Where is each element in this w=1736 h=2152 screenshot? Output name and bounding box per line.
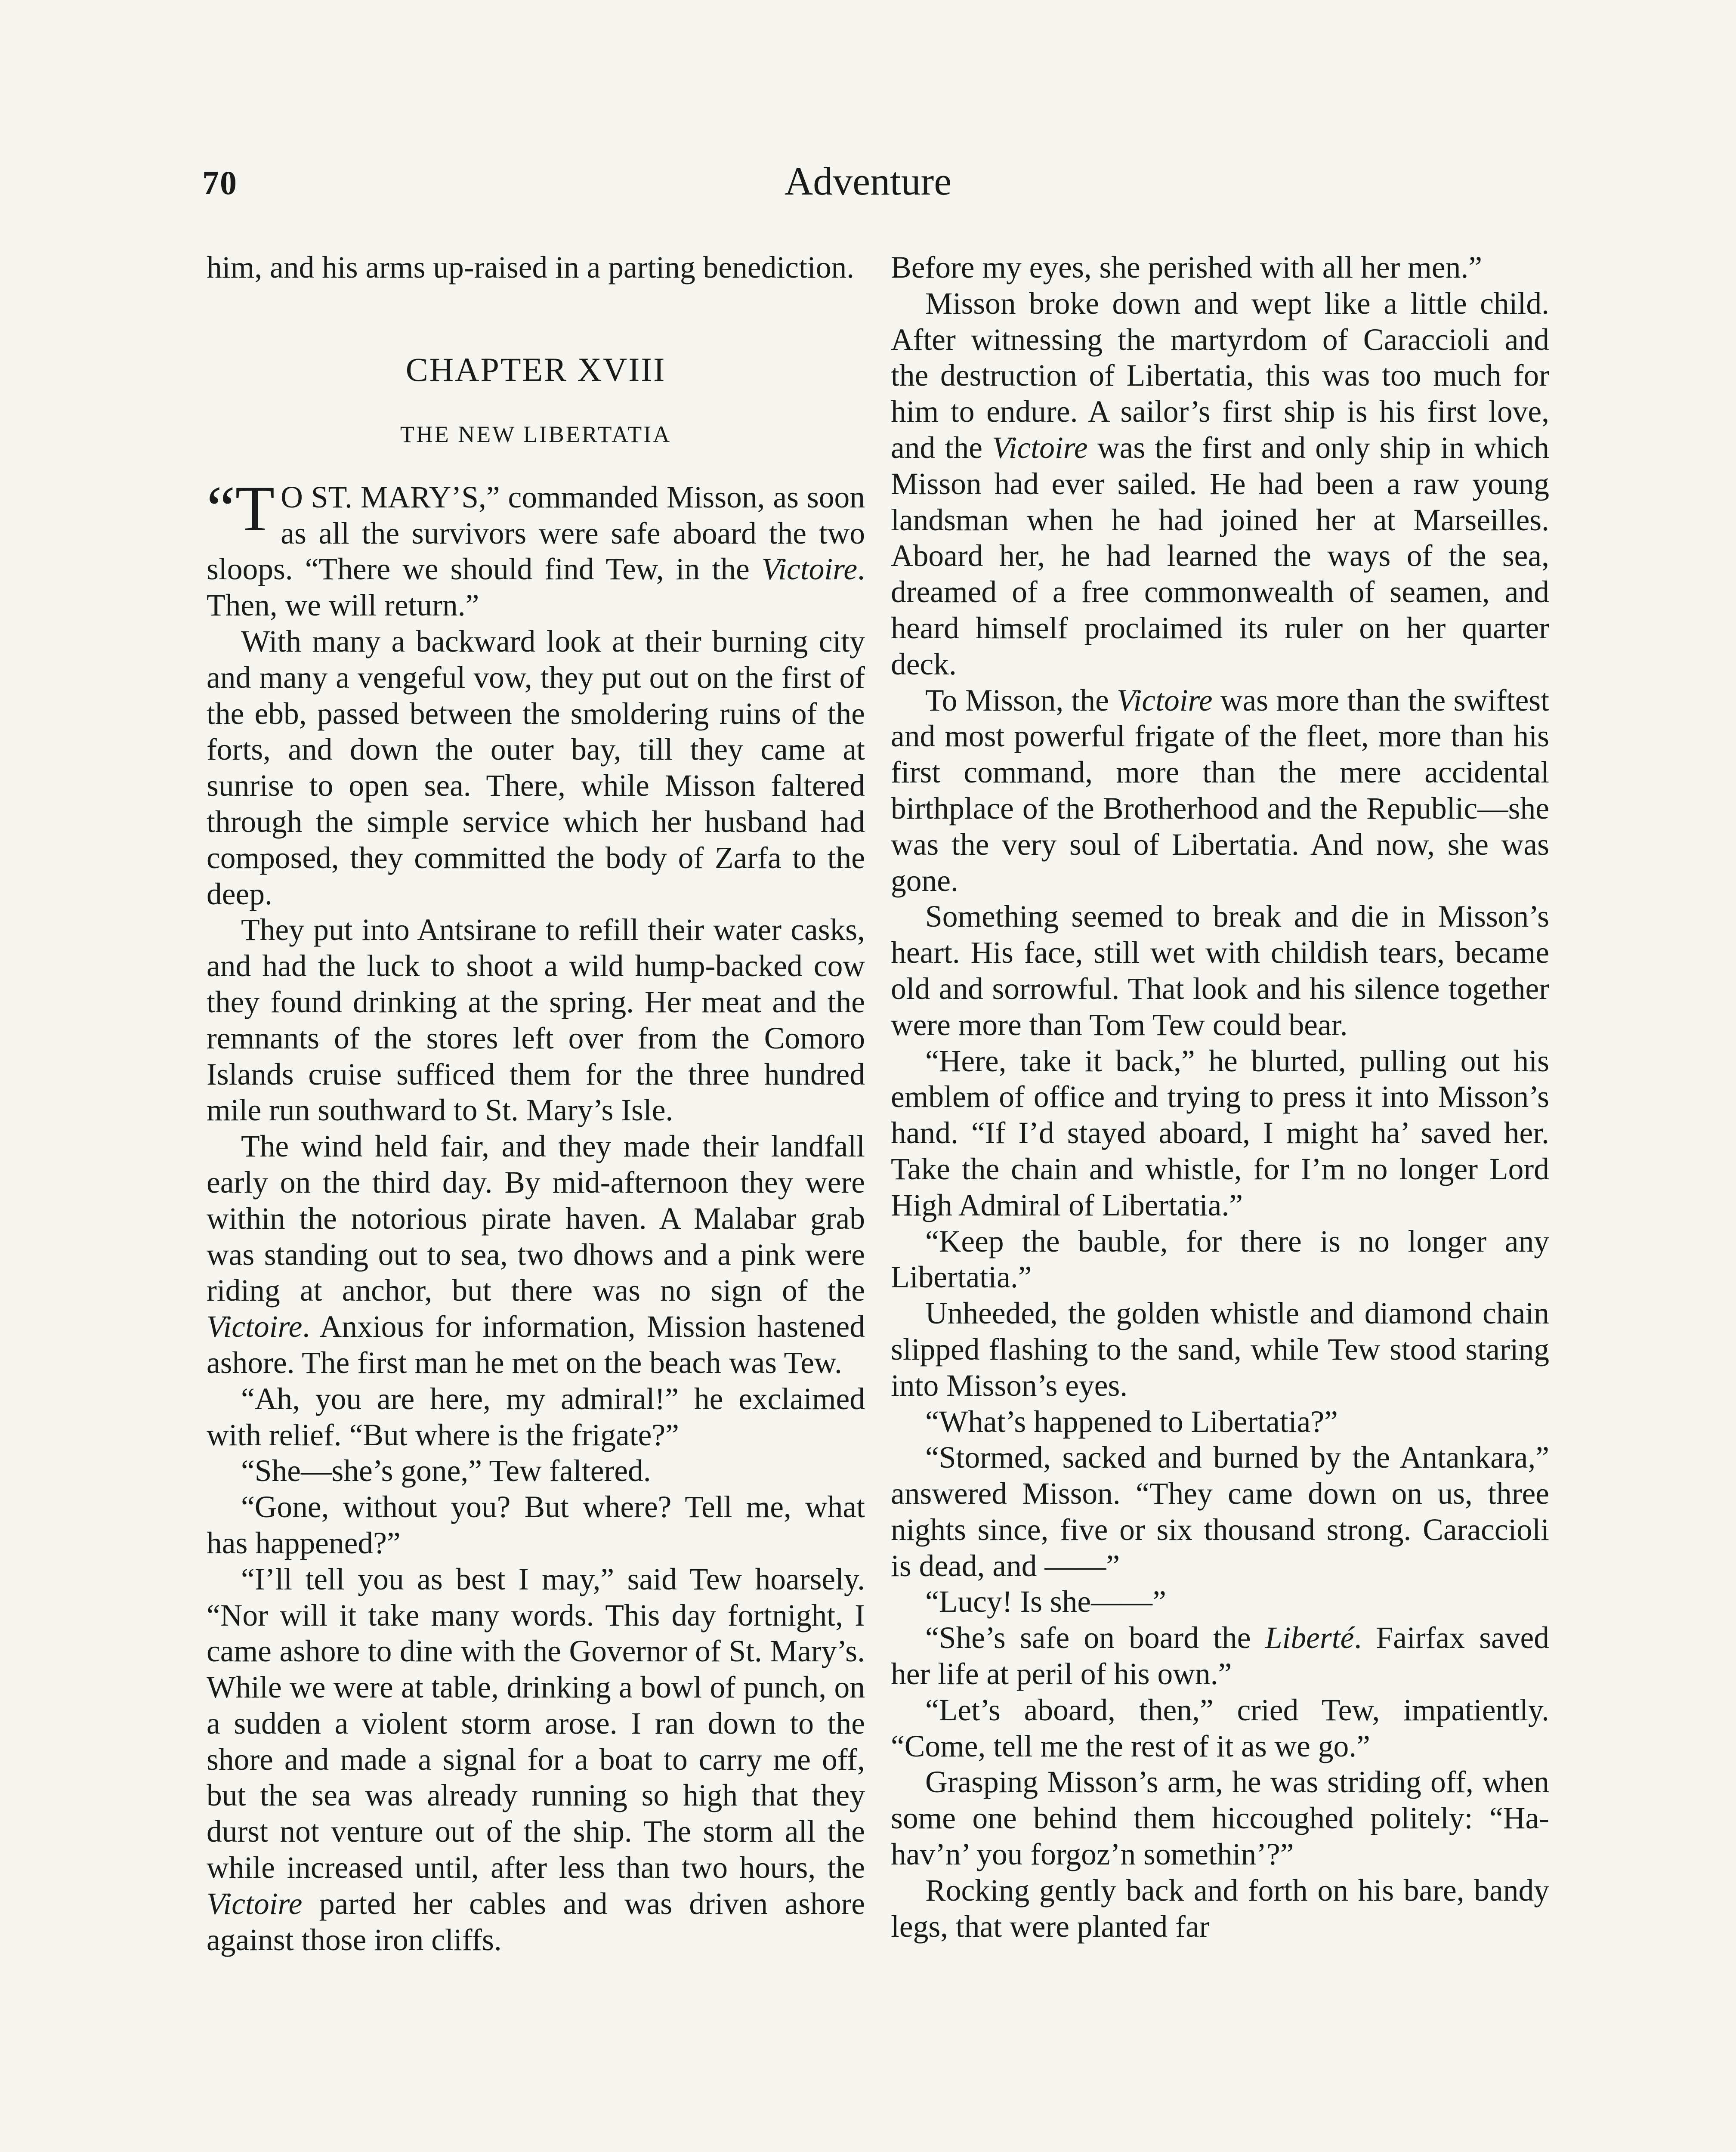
paragraph: “I’ll tell you as best I may,” said Tew hoarsely. “Nor will it take many words. This day fortnight, I came ashore to dine with the Governor of St. Mary’s. While we were at table, drinking a bowl of punch, on a sudden a violent storm arose. I ran down to the shore and made a signal for a boat to carry me off, but the sea was already running so high that they durst not venture out of the ship. The storm all the while increased until, after less than two hours, the Victoire parted her cables and was driven ashore against those iron cliffs. [207, 1562, 865, 1957]
paragraph: The wind held fair, and they made their landfall early on the third day. By mid-afternoon they were within the notorious pirate haven. A Malabar grab was standing out to sea, two dhows and a pink were riding at anchor, but there was no sign of the Victoire. Anxious for information, Mission hastened ashore. The first man he met on the beach was Tew. [207, 1129, 865, 1380]
paragraph: “Let’s aboard, then,” cried Tew, impatiently. “Come, tell me the rest of it as we go.” [891, 1693, 1549, 1763]
paragraph: With many a backward look at their burning city and many a vengeful vow, they put out on the first of the ebb, passed between the smoldering ruins of the forts, and down the outer bay, till they came at sunrise to open sea. There, while Misson faltered through the simple service which her husband had composed, they committed the body of Zarfa to the deep. [207, 624, 865, 911]
paragraph: Unheeded, the golden whistle and diamond chain slipped flashing to the sand, while Tew stood staring into Misson’s eyes. [891, 1296, 1549, 1403]
paragraph: “What’s happened to Libertatia?” [925, 1404, 1338, 1439]
left-column [207, 250, 865, 1958]
chapter-title: CHAPTER XVIII [405, 350, 666, 388]
chapter-subtitle: THE NEW LIBERTATIA [400, 421, 672, 447]
opening-paragraph: “T O ST. MARY’S,” commanded Misson, as soon as all the survivors were safe aboard the two sloops. “There we should find Tew, in the Victoire. Then, we will return.” [207, 473, 865, 623]
drop-cap: “T [207, 473, 275, 544]
paragraph: Rocking gently back and forth on his bare, bandy legs, that were planted far [891, 1873, 1549, 1944]
paragraph: They put into Antsirane to refill their water casks, and had the luck to shoot a wild hump-backed cow they found drinking at the spring. Her meat and the remnants of the stores left over from the Comoro Islands cruise sufficed them for the three hundred mile run southward to St. Mary’s Isle. [207, 913, 865, 1128]
paragraph: “Gone, without you? But where? Tell me, what has happened?” [207, 1490, 865, 1560]
paragraph: “Here, take it back,” he blurted, pulling out his emblem of office and trying to press it into Misson’s hand. “If I’d stayed aboard, I might ha’ saved her. Take the chain and whistle, for I’m no longer Lord High Admiral of Libertatia.” [891, 1044, 1549, 1222]
page-number: 70 [202, 164, 238, 201]
running-title: Adventure [784, 159, 952, 203]
paragraph: Something seemed to break and die in Misson’s heart. His face, still wet with childish tears, became old and sorrowful. That look and his silence together were more than Tom Tew could bear. [891, 900, 1549, 1042]
paragraph: “She’s safe on board the Liberté. Fairfax saved her life at peril of his own.” [891, 1621, 1549, 1691]
continuation-paragraph: Before my eyes, she perished with all her men.” [891, 250, 1482, 284]
paragraph: “Ah, you are here, my admiral!” he exclaimed with relief. “But where is the frigate?” [207, 1382, 865, 1452]
continuation-paragraph: him, and his arms up-raised in a parting benediction. [207, 250, 855, 284]
paragraph: Grasping Misson’s arm, he was striding off, when some one behind them hiccoughed politely: “Ha-hav’n’ you forgoz’n somethin’?” [891, 1765, 1549, 1872]
paragraph: “Lucy! Is she——” [925, 1585, 1166, 1619]
paragraph: “Stormed, sacked and burned by the Antankara,” answered Misson. “They came down on us, three nights since, five or six thousand strong. Caraccioli is dead, and ——” [891, 1441, 1549, 1583]
paragraph: To Misson, the Victoire was more than the swiftest and most powerful frigate of the fleet, more than his first command, more than the mere accidental birthplace of the Brotherhood and the Republic—she was the very soul of Libertatia. And now, she was gone. [891, 683, 1549, 898]
paragraph: “Keep the bauble, for there is no longer any Libertatia.” [891, 1224, 1549, 1295]
right-column [891, 250, 1549, 1945]
paragraph: Misson broke down and wept like a little child. After witnessing the martyrdom of Caraccioli and the destruction of Libertatia, this was too much for him to endure. A sailor’s first ship is his first love, and the Victoire was the first and only ship in which Misson had ever sailed. He had been a raw young landsman when he had joined her at Marseilles. Aboard her, he had learned the ways of the sea, dreamed of a free commonwealth of seamen, and heard himself proclaimed its ruler on her quarter deck. [891, 286, 1549, 681]
paragraph: “She—she’s gone,” Tew faltered. [241, 1454, 651, 1488]
